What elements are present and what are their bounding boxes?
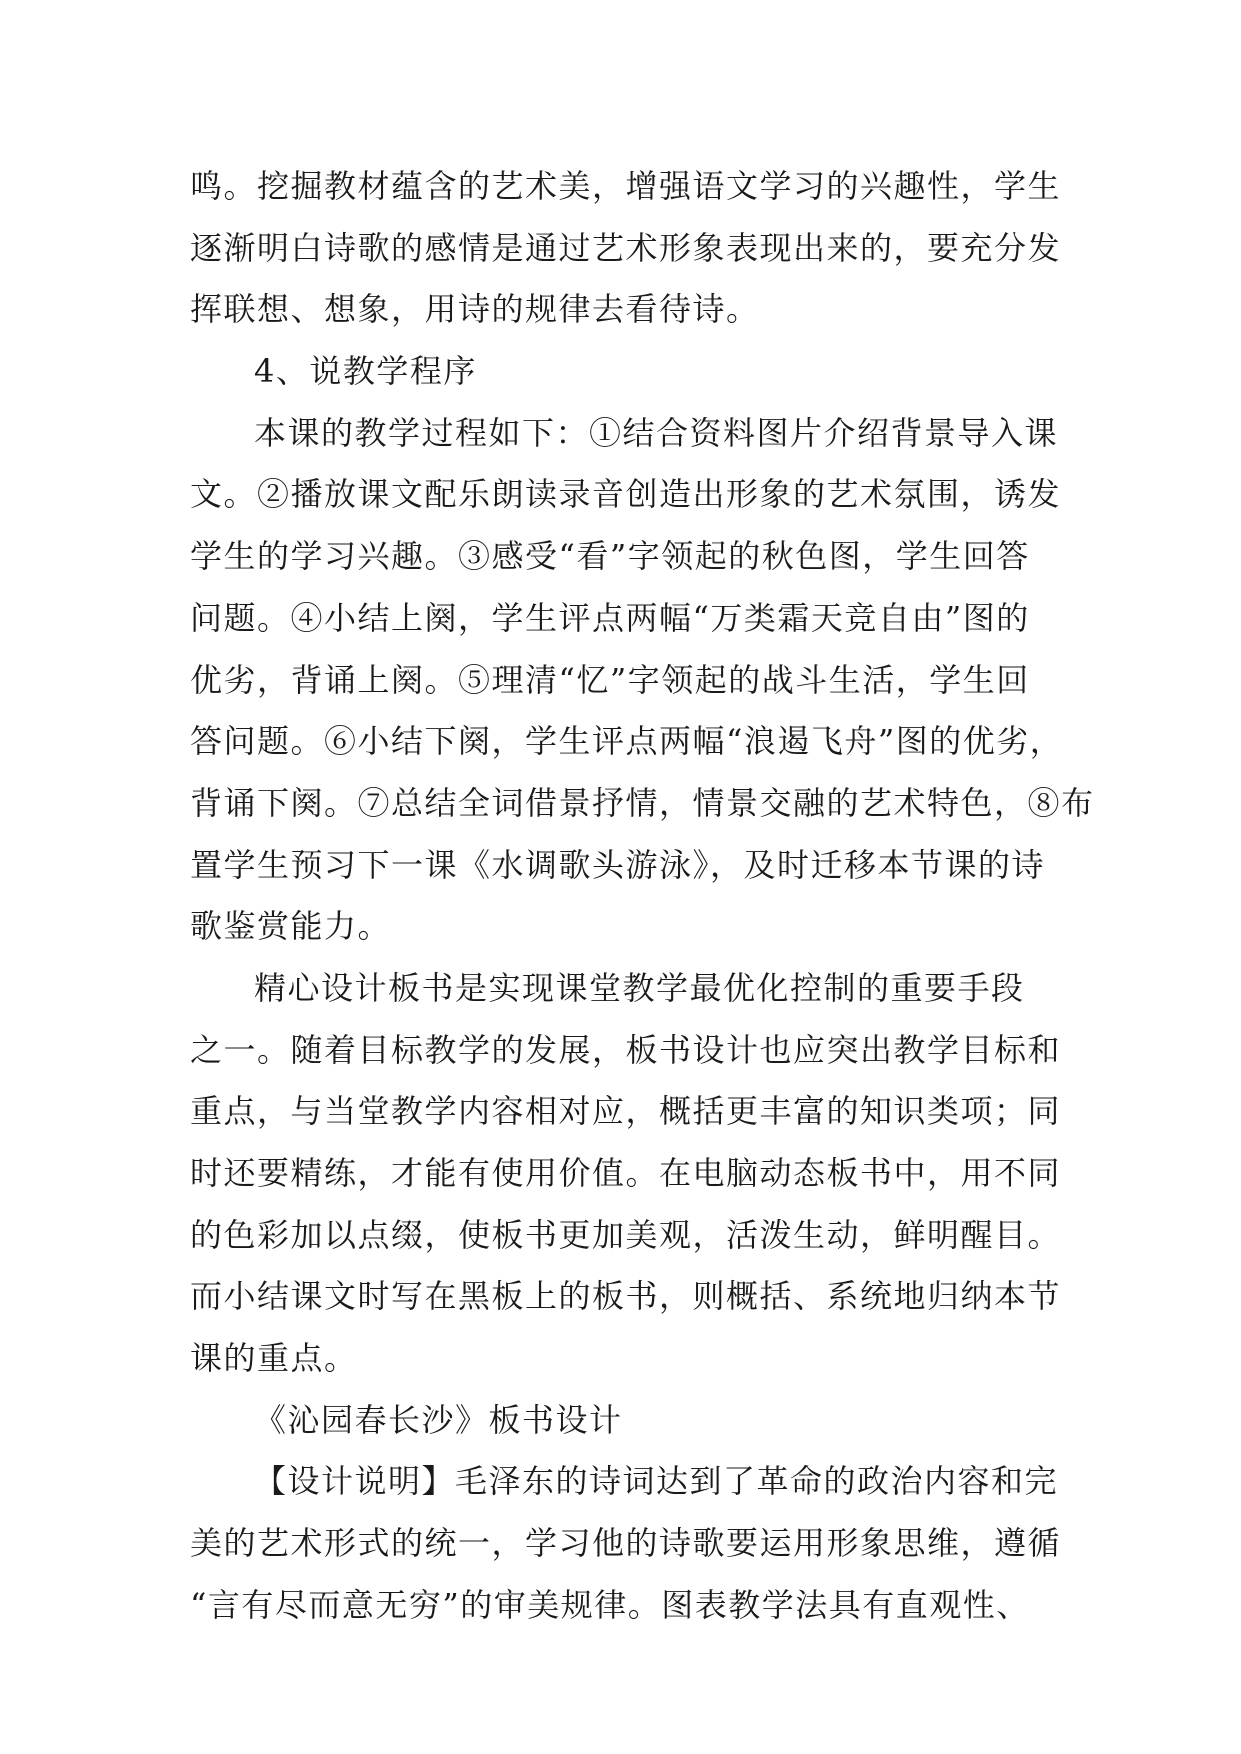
text-line-5: 本课的教学过程如下：①结合资料图片介绍背景导入课 [254, 413, 1059, 452]
text-line-18: 的色彩加以点缀，使板书更加美观，活泼生动，鲜明醒目。 [190, 1215, 1062, 1254]
text-line-12: 置学生预习下一课《水调歌头游泳》，及时迁移本节课的诗 [190, 845, 1046, 884]
section-heading: 4、说教学程序 [254, 352, 477, 391]
document-body [190, 156, 1095, 1637]
text-line-22: 【设计说明】毛泽东的诗词达到了革命的政治内容和完 [254, 1462, 1059, 1501]
text-line-11: 背诵下阕。⑦总结全词借景抒情，情景交融的艺术特色，⑧布 [190, 783, 1095, 822]
text-line-17: 时还要精练，才能有使用价值。在电脑动态板书中，用不同 [190, 1154, 1062, 1192]
text-line-8: 问题。④小结上阕，学生评点两幅“万类霜天竞自由”图的 [190, 598, 1030, 637]
text-line-14: 精心设计板书是实现课堂教学最优化控制的重要手段 [254, 968, 1025, 1007]
text-line-9: 优劣，背诵上阕。⑤理清“忆”字领起的战斗生活，学生回 [190, 660, 1030, 699]
text-line-23: 美的艺术形式的统一，学习他的诗歌要运用形象思维，遵循 [190, 1524, 1062, 1563]
board-design-title: 《沁园春长沙》板书设计 [254, 1400, 623, 1439]
text-line-6: 文。②播放课文配乐朗读录音创造出形象的艺术氛围，诱发 [190, 475, 1062, 514]
text-line-15: 之一。随着目标教学的发展，板书设计也应突出教学目标和 [190, 1030, 1062, 1069]
text-line-2: 逐渐明白诗歌的感情是通过艺术形象表现出来的，要充分发 [190, 228, 1062, 267]
text-line-19: 而小结课文时写在黑板上的板书，则概括、系统地归纳本节 [190, 1277, 1062, 1316]
text-line-20: 课的重点。 [190, 1339, 358, 1378]
text-line-7: 学生的学习兴趣。③感受“看”字领起的秋色图，学生回答 [190, 537, 1030, 576]
text-line-10: 答问题。⑥小结下阕，学生评点两幅“浪遏飞舟”图的优劣， [190, 722, 1064, 761]
text-line-24: “言有尽而意无穷”的审美规律。图表教学法具有直观性、 [190, 1585, 1030, 1624]
text-line-1: 鸣。挖掘教材蕴含的艺术美，增强语文学习的兴趣性，学生 [190, 167, 1062, 205]
text-line-13: 歌鉴赏能力。 [190, 907, 392, 946]
text-line-16: 重点，与当堂教学内容相对应，概括更丰富的知识类项；同 [190, 1092, 1062, 1131]
text-line-3: 挥联想、想象，用诗的规律去看待诗。 [190, 290, 760, 329]
